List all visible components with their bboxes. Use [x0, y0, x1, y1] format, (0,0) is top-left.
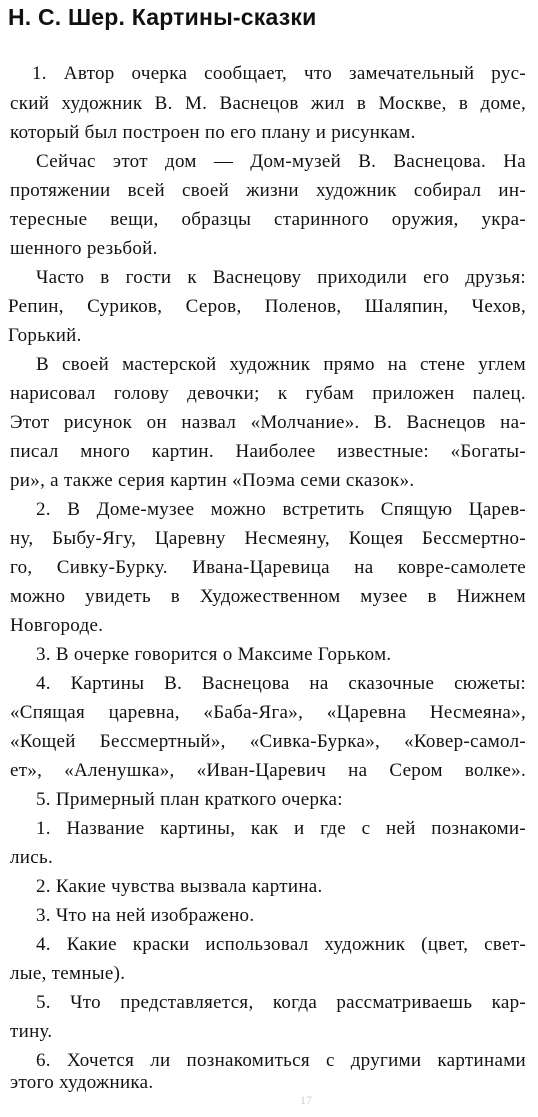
text-line: 5. Что представляется, когда рассматриваешь кар-: [36, 992, 526, 1013]
text-line: Часто в гости к Васнецову приходили его друзья:: [36, 267, 526, 288]
text-line: 1. Автор очерка сообщает, что замечательный рус-: [32, 63, 526, 84]
text-line: 3. В очерке говорится о Максиме Горьком.: [36, 644, 392, 665]
text-line: можно увидеть в Художественном музее в Нижнем: [10, 586, 526, 607]
text-line: тину.: [10, 1021, 53, 1042]
text-line: нарисовал голову девочки; к губам приложен палец.: [10, 383, 526, 404]
text-line: го, Сивку-Бурку. Ивана-Царевица на ковре-самолете: [10, 557, 526, 578]
text-line: ну, Быбу-Ягу, Царевну Несмеяну, Кощея Бессмертно-: [10, 528, 526, 549]
text-line: тересные вещи, образцы старинного оружия, укра-: [10, 209, 526, 230]
text-line: этого художника.: [10, 1072, 154, 1093]
text-line: ет», «Аленушка», «Иван-Царевич на Сером волке».: [10, 760, 526, 781]
text-line: протяжении всей своей жизни художник собирал ин-: [10, 180, 526, 201]
text-line: 2. В Доме-музее можно встретить Спящую Царев-: [36, 499, 526, 520]
text-line: писал много картин. Наиболее известные: «Богаты-: [10, 441, 526, 462]
page-title: Н. С. Шер. Картины-сказки: [8, 4, 317, 30]
text-line: Сейчас этот дом — Дом-музей В. Васнецова. На: [36, 151, 526, 172]
text-line: лые, темные).: [10, 963, 126, 984]
text-line: 1. Название картины, как и где с ней познакоми-: [36, 818, 526, 839]
text-line: 6. Хочется ли познакомиться с другими картинами: [36, 1050, 526, 1071]
text-line: ский художник В. М. Васнецов жил в Москве, в доме,: [10, 93, 526, 114]
text-line: В своей мастерской художник прямо на стене углем: [36, 354, 526, 375]
text-line: 4. Картины В. Васнецова на сказочные сюжеты:: [36, 673, 526, 694]
text-line: Этот рисунок он назвал «Молчание». В. Васнецов на-: [10, 412, 526, 433]
text-line: ри», а также серия картин «Поэма семи сказок».: [10, 470, 415, 491]
text-line: который был построен по его плану и рисункам.: [10, 122, 416, 143]
text-line: лись.: [10, 847, 53, 868]
text-line: Репин, Суриков, Серов, Поленов, Шаляпин, Чехов,: [8, 296, 526, 317]
text-line: «Спящая царевна, «Баба-Яга», «Царевна Несмеяна»,: [10, 702, 526, 723]
text-line: Новгороде.: [10, 615, 104, 636]
text-line: шенного резьбой.: [10, 238, 158, 259]
text-line: 5. Примерный план краткого очерка:: [36, 789, 343, 810]
text-line: 4. Какие краски использовал художник (цвет, свет-: [36, 934, 526, 955]
text-line: 2. Какие чувства вызвала картина.: [36, 876, 323, 897]
text-line: Горький.: [8, 325, 82, 346]
page-number: 17: [300, 1093, 312, 1107]
text-line: «Кощей Бессмертный», «Сивка-Бурка», «Ковер-самол-: [10, 731, 526, 752]
text-line: 3. Что на ней изображено.: [36, 905, 255, 926]
